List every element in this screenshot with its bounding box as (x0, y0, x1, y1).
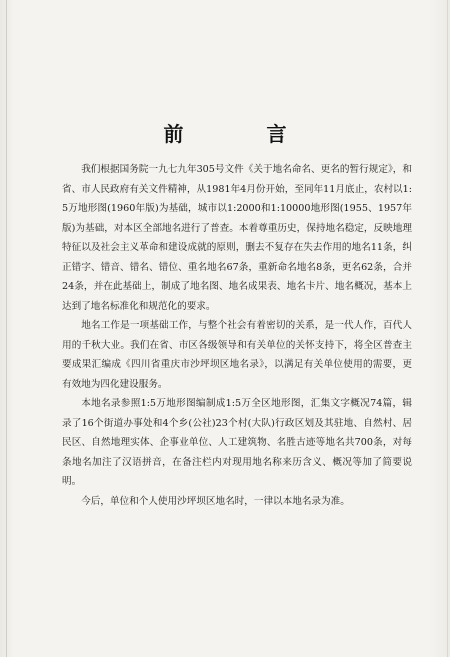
page-title: 前 言 (163, 122, 325, 146)
paragraph-4: 今后，单位和个人使用沙坪坝区地名时，一律以本地名录为准。 (81, 495, 350, 507)
paragraph-1: 我们根据国务院一九七九年305号文件《关于地名命名、更名的暂行规定》，和省、市人民政府有关文件精神，从1981年4月份开始，至同年11月底止，农村以1:5万地形图(1960年版)为基础，城市以1:2000和1:10000地形图(1955、1957年版)为基础，对本区全部地名进行了普查。本着尊重历史，保持地名稳定，反映地理特征以及社会主义革命和建设成就的原则，删去不复存在失去作用的地名11条，纠正错字、错音、错名、错位、重名地名67条，重新命名地名8条，更名62条，合并24条，并在此基础上，制成了地名图、地名成果表、地名卡片、地名概况，基本上达到了地名标准化和规范化的要求。 (62, 164, 412, 312)
page-edge (447, 0, 448, 657)
preface-body (62, 160, 412, 511)
paragraph-3: 本地名录参照1:5万地形图编制成1:5万全区地形图，汇集文字概况74篇，辑录了16个街道办事处和4个乡(公社)23个村(大队)行政区划及其驻地、自然村、居民区、自然地理实体、企事业单位、人工建筑物、名胜古迹等地名共700条，对每条地名加注了汉语拼音，在备注栏内对现用地名称来历含义、概况等加了简要说明。 (62, 398, 412, 487)
paragraph-2: 地名工作是一项基础工作，与整个社会有着密切的关系，是一代人作，百代人用的千秋大业。我们在省、市区各级领导和有关单位的关怀支持下，将全区普查主要成果汇编成《四川省重庆市沙坪坝区地名录》，以满足有关单位使用的需要，更有效地为四化建设服务。 (62, 320, 412, 390)
binding-edge (6, 0, 7, 657)
